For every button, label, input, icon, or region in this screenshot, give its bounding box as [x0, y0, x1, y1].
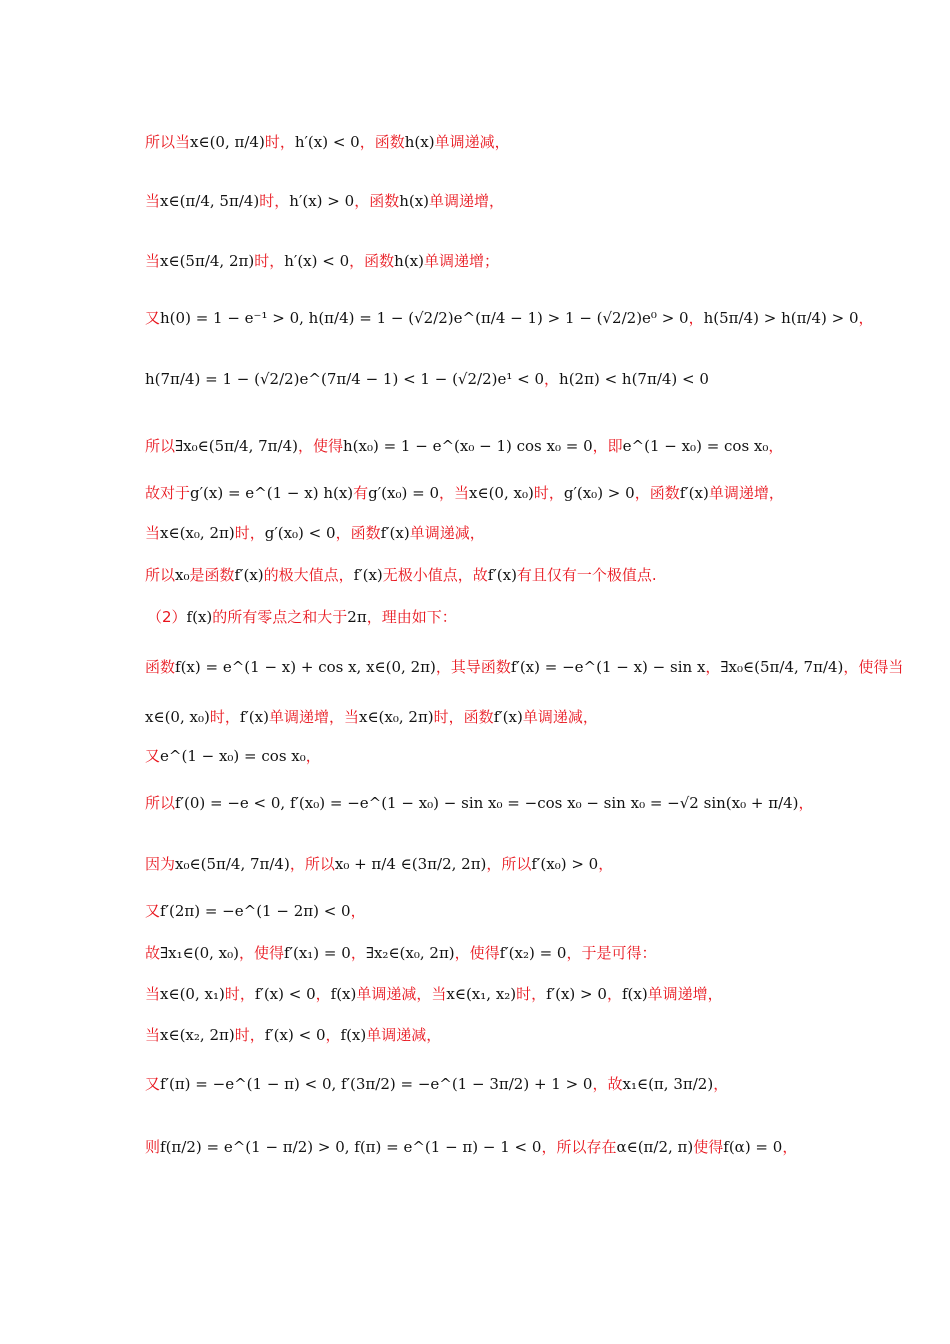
chinese-text: 时，	[259, 192, 290, 210]
math-expression: f′(x₂) = 0	[499, 944, 567, 962]
chinese-text: ，即	[592, 437, 623, 455]
math-expression: f′(x) = −e^(1 − x) − sin x	[510, 658, 706, 676]
math-expression: e^(1 − x₀) = cos x₀	[622, 437, 769, 455]
math-expression: 2π	[347, 608, 367, 626]
chinese-text: ，	[782, 1138, 798, 1156]
math-expression: ∃x₂∈(x₀, 2π)	[365, 944, 455, 962]
math-expression: x∈(0, π/4)	[190, 133, 265, 151]
math-expression: x∈(0, x₀)	[145, 708, 210, 726]
chinese-text: 的极大值点，	[263, 566, 354, 584]
math-expression: h′(x) < 0	[294, 133, 360, 151]
chinese-text: ，	[768, 437, 784, 455]
math-expression: f′(π) = −e^(1 − π) < 0, f′(3π/2) = −e^(1 − 3π/2) + 1 > 0	[160, 1075, 593, 1093]
chinese-text: 时，	[234, 1026, 265, 1044]
chinese-text: ，	[606, 985, 622, 1003]
chinese-text: ，	[688, 309, 704, 327]
chinese-text: 又	[145, 1075, 161, 1093]
math-expression: f′(x₀) > 0	[531, 855, 599, 873]
chinese-text: 时，函数	[433, 708, 494, 726]
math-expression: f′(x)	[239, 708, 269, 726]
text-line	[145, 706, 825, 728]
chinese-text: 时，	[224, 985, 255, 1003]
math-expression: α∈(π/2, π)	[616, 1138, 694, 1156]
math-expression: f′(x₁) = 0	[284, 944, 351, 962]
text-line	[145, 1073, 825, 1095]
math-expression: x∈(x₀, 2π)	[160, 524, 235, 542]
chinese-text: 单调递减，当	[356, 985, 447, 1003]
chinese-text: 当	[145, 252, 161, 270]
chinese-text: ，	[798, 794, 814, 812]
chinese-text: 单调递增，	[429, 192, 505, 210]
chinese-text: ，于是可得：	[566, 944, 657, 962]
chinese-text: 当	[145, 985, 161, 1003]
chinese-text: 函数	[145, 658, 176, 676]
chinese-text: ，使得	[239, 944, 285, 962]
math-expression: f′(x)	[234, 566, 264, 584]
chinese-text: ，	[350, 944, 366, 962]
text-line	[145, 1024, 825, 1046]
math-expression: f′(x)	[493, 708, 523, 726]
chinese-text: 当	[145, 524, 161, 542]
math-expression: h(x)	[394, 252, 424, 270]
chinese-text: ，	[598, 855, 614, 873]
chinese-text: 又	[145, 902, 161, 920]
chinese-text: 故	[145, 944, 161, 962]
chinese-text: ，	[858, 309, 874, 327]
chinese-text: ，	[705, 658, 721, 676]
math-expression: f′(x)	[353, 566, 383, 584]
chinese-text: ，	[544, 370, 560, 388]
text-line	[145, 522, 825, 544]
math-expression: g′(x₀) = 0	[368, 484, 439, 502]
math-expression: h(x)	[404, 133, 435, 151]
chinese-text: 单调递减，	[409, 524, 485, 542]
chinese-text: ，使得	[297, 437, 343, 455]
math-expression: f′(x) < 0	[254, 985, 316, 1003]
math-expression: f′(x)	[679, 484, 709, 502]
math-expression: h′(x) > 0	[289, 192, 355, 210]
chinese-text: 单调递增；	[423, 252, 499, 270]
math-expression: f′(x)	[380, 524, 410, 542]
math-expression: h(0) = 1 − e⁻¹ > 0, h(π/4) = 1 − (√2/2)e^(π/4 − 1) > 1 − (√2/2)e⁰ > 0	[160, 309, 689, 327]
chinese-text: ，	[350, 902, 366, 920]
math-expression: x₁∈(π, 3π/2)	[622, 1075, 714, 1093]
math-expression: g′(x₀) < 0	[264, 524, 336, 542]
math-expression: h(7π/4) = 1 − (√2/2)e^(7π/4 − 1) < 1 − (√2/2)e¹ < 0	[145, 370, 545, 388]
chinese-text: 有且仅有一个极值点.	[516, 566, 657, 584]
chinese-text: ，理由如下：	[366, 608, 457, 626]
chinese-text: ，使得	[454, 944, 500, 962]
chinese-text: 单调递增，	[708, 484, 784, 502]
math-expression: f′(2π) = −e^(1 − 2π) < 0	[160, 902, 351, 920]
chinese-text: 时，	[234, 524, 265, 542]
math-expression: f′(x) > 0	[546, 985, 607, 1003]
math-expression: f(x)	[330, 985, 357, 1003]
text-line	[145, 1136, 825, 1158]
chinese-text: 单调递减，	[366, 1026, 442, 1044]
chinese-text: ，函数	[634, 484, 680, 502]
math-expression: x∈(0, x₀)	[469, 484, 534, 502]
chinese-text: ，所以存在	[541, 1138, 617, 1156]
text-line	[145, 792, 825, 814]
math-expression: f(α) = 0	[723, 1138, 783, 1156]
math-expression: f(x) = e^(1 − x) + cos x, x∈(0, 2π)	[175, 658, 436, 676]
chinese-text: 又	[145, 309, 161, 327]
chinese-text: ，所以	[289, 855, 335, 873]
math-expression: g′(x₀) > 0	[563, 484, 635, 502]
text-line	[145, 368, 825, 390]
math-expression: x∈(x₁, x₂)	[446, 985, 517, 1003]
chinese-text: 有	[353, 484, 369, 502]
text-line	[145, 900, 825, 922]
chinese-text: 所以	[145, 566, 176, 584]
text-line	[145, 983, 825, 1005]
text-line	[145, 190, 825, 212]
math-expression: h′(x) < 0	[284, 252, 350, 270]
chinese-text: ，其导函数	[435, 658, 511, 676]
chinese-text: 单调递增，	[647, 985, 723, 1003]
text-line	[145, 131, 825, 153]
chinese-text: ，函数	[335, 524, 381, 542]
chinese-text: ，	[325, 1026, 341, 1044]
chinese-text: 时，	[516, 985, 547, 1003]
chinese-text: 单调递增，当	[268, 708, 359, 726]
chinese-text: 又	[145, 747, 161, 765]
chinese-text: ，函数	[354, 192, 400, 210]
chinese-text: ，使得当	[843, 658, 904, 676]
text-line	[145, 942, 825, 964]
chinese-text: 所以	[145, 437, 176, 455]
chinese-text: （2）	[147, 608, 187, 626]
math-expression: x∈(π/4, 5π/4)	[160, 192, 260, 210]
math-expression: h(5π/4) > h(π/4) > 0	[703, 309, 859, 327]
math-expression: ∃x₀∈(5π/4, 7π/4)	[175, 437, 298, 455]
text-line	[145, 250, 825, 272]
chinese-text: ，	[315, 985, 331, 1003]
math-expression: f(π/2) = e^(1 − π/2) > 0, f(π) = e^(1 − π) − 1 < 0	[160, 1138, 542, 1156]
math-expression: f′(0) = −e < 0, f′(x₀) = −e^(1 − x₀) − sin x₀ = −cos x₀ − sin x₀ = −√2 sin(x₀ + π/4)	[175, 794, 799, 812]
chinese-text: 无极小值点，故	[382, 566, 488, 584]
text-line	[145, 656, 904, 678]
math-expression: x∈(0, x₁)	[160, 985, 225, 1003]
chinese-text: 时，	[533, 484, 564, 502]
math-expression: h(x)	[399, 192, 430, 210]
math-expression: h(2π) < h(7π/4) < 0	[559, 370, 709, 388]
chinese-text: ，故	[592, 1075, 623, 1093]
math-expression: x∈(x₂, 2π)	[160, 1026, 235, 1044]
chinese-text: ，函数	[359, 133, 405, 151]
math-expression: x∈(5π/4, 2π)	[160, 252, 255, 270]
chinese-text: 所以	[145, 794, 176, 812]
math-expression: g′(x) = e^(1 − x) h(x)	[190, 484, 354, 502]
chinese-text: ，	[305, 747, 321, 765]
chinese-text: 故对于	[145, 484, 191, 502]
text-line	[145, 435, 825, 457]
text-line	[145, 564, 825, 586]
math-expression: e^(1 − x₀) = cos x₀	[160, 747, 306, 765]
math-expression: f′(x)	[487, 566, 517, 584]
chinese-text: 时，	[254, 252, 285, 270]
math-expression: f′(x) < 0	[264, 1026, 326, 1044]
math-expression: x∈(x₀, 2π)	[358, 708, 434, 726]
chinese-text: ，函数	[349, 252, 395, 270]
text-line	[145, 482, 825, 504]
math-expression: f(x)	[621, 985, 648, 1003]
chinese-text: ，所以	[486, 855, 532, 873]
math-expression: x₀∈(5π/4, 7π/4)	[175, 855, 290, 873]
math-expression: f(x)	[186, 608, 213, 626]
chinese-text: ，	[713, 1075, 729, 1093]
math-expression: h(x₀) = 1 − e^(x₀ − 1) cos x₀ = 0	[342, 437, 593, 455]
math-expression: f(x)	[340, 1026, 367, 1044]
chinese-text: 使得	[693, 1138, 724, 1156]
chinese-text: 时，	[264, 133, 295, 151]
text-line	[147, 606, 827, 628]
chinese-text: 所以当	[145, 133, 191, 151]
chinese-text: 是函数	[189, 566, 235, 584]
chinese-text: 则	[145, 1138, 161, 1156]
math-expression: ∃x₀∈(5π/4, 7π/4)	[720, 658, 844, 676]
chinese-text: 单调递减，	[434, 133, 510, 151]
text-line	[145, 745, 825, 767]
math-expression: x₀ + π/4 ∈(3π/2, 2π)	[334, 855, 487, 873]
chinese-text: 当	[145, 192, 161, 210]
text-line	[145, 853, 825, 875]
chinese-text: 时，	[209, 708, 240, 726]
chinese-text: 当	[145, 1026, 161, 1044]
chinese-text: ，当	[439, 484, 470, 502]
chinese-text: 因为	[145, 855, 176, 873]
text-line	[145, 307, 874, 329]
math-expression: x₀	[175, 566, 190, 584]
math-expression: ∃x₁∈(0, x₀)	[160, 944, 239, 962]
chinese-text: 单调递减，	[522, 708, 598, 726]
chinese-text: 的所有零点之和大于	[212, 608, 348, 626]
